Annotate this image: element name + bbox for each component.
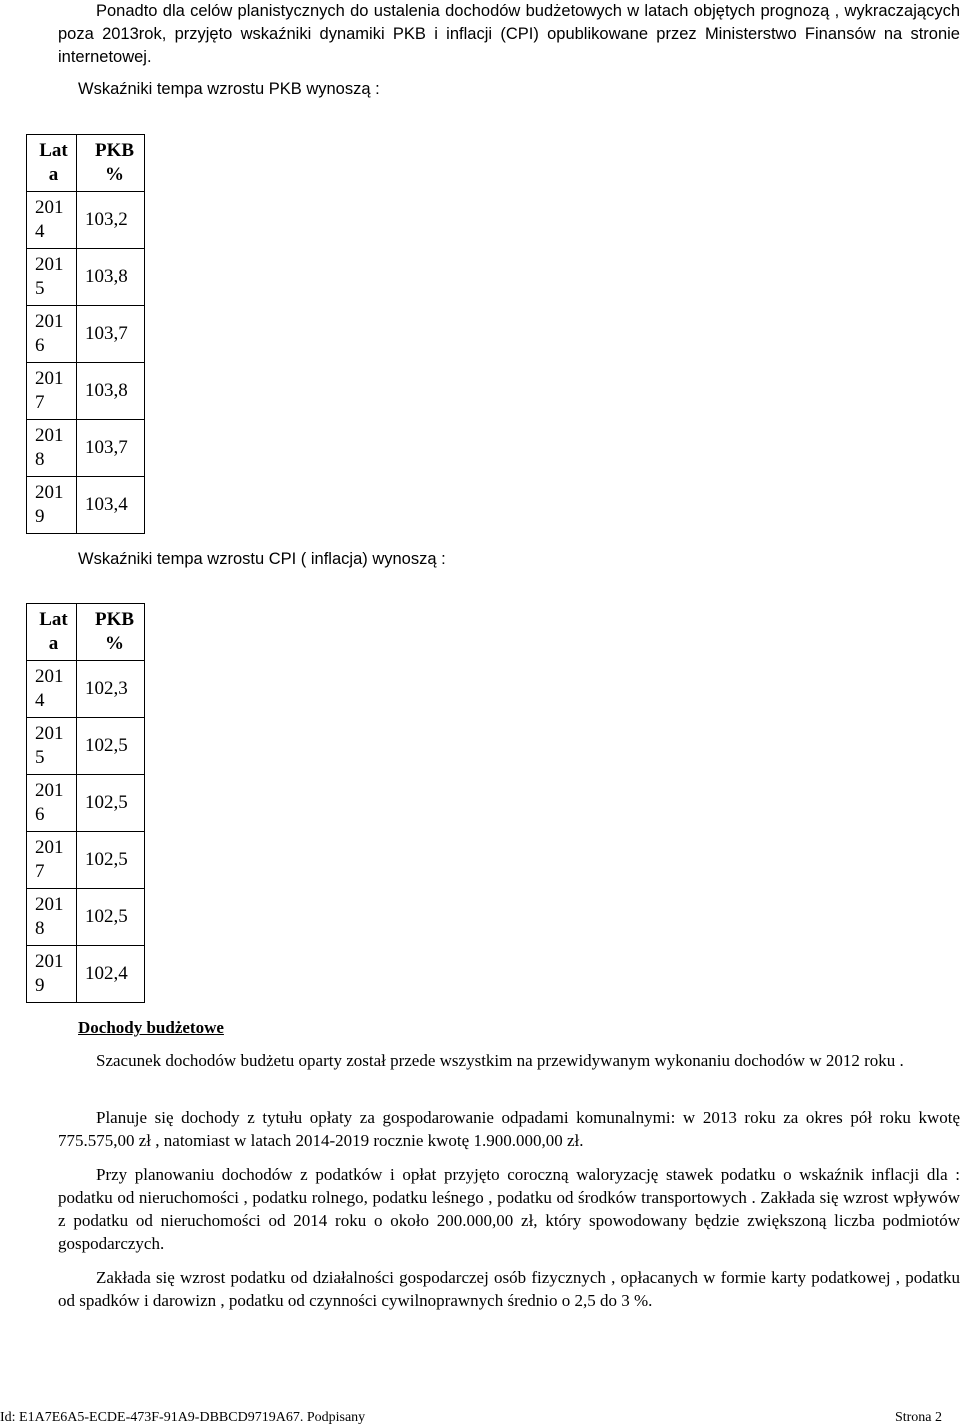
paragraph: Przy planowaniu dochodów z podatków i opłat przyjęto coroczną waloryzację stawek podatku o wskaźnik inflacji dla : podatku od nieruchomości , podatku rolnego, podatku leśnego , podatku od środków transportowych . Zakłada się wzrost wpływów z podatku od nieruchomości od 2014 roku o około 200.000,00 zł, który spowodowany będzie zwiększoną liczba podmiotów gospodarczych. — [58, 1165, 960, 1253]
table-row — [27, 363, 145, 420]
table-row — [27, 718, 145, 775]
paragraph: Szacunek dochodów budżetu oparty został przede wszystkim na przewidywanym wykonaniu dochodów w 2012 roku . — [96, 1051, 904, 1070]
year-cell: 2017 — [27, 832, 77, 889]
value-cell: 102,4 — [77, 946, 145, 1003]
value-cell: 103,8 — [77, 363, 145, 420]
year-cell: 2016 — [27, 306, 77, 363]
table-row — [27, 661, 145, 718]
paragraph: Zakłada się wzrost podatku od działalności gospodarczej osób fizycznych , opłacanych w formie karty podatkowej , podatku od spadków i darowizn , podatku od czynności cywilnoprawnych średnio o 2,5 do 3 %. — [58, 1268, 960, 1310]
page-footer — [0, 1408, 960, 1428]
year-cell: 2016 — [27, 775, 77, 832]
table-row — [27, 832, 145, 889]
year-cell: 2019 — [27, 477, 77, 534]
pkb-table — [26, 134, 145, 534]
col-header-pkb: PKB % — [77, 135, 145, 192]
year-cell: 2015 — [27, 249, 77, 306]
year-cell: 2018 — [27, 420, 77, 477]
year-cell: 2017 — [27, 363, 77, 420]
value-cell: 102,5 — [77, 775, 145, 832]
col-header-year: Lata — [27, 604, 77, 661]
value-cell: 103,8 — [77, 249, 145, 306]
year-cell: 2014 — [27, 192, 77, 249]
value-cell: 103,7 — [77, 306, 145, 363]
year-cell: 2018 — [27, 889, 77, 946]
table-row — [27, 306, 145, 363]
pkb-caption: Wskaźniki tempa wzrostu PKB wynoszą : — [78, 80, 380, 98]
year-cell: 2019 — [27, 946, 77, 1003]
value-cell: 103,2 — [77, 192, 145, 249]
col-header-year: Lata — [27, 135, 77, 192]
table-row — [27, 889, 145, 946]
document-id: Id: E1A7E6A5-ECDE-473F-91A9-DBBCD9719A67. Podpisany — [0, 1410, 366, 1425]
value-cell: 103,4 — [77, 477, 145, 534]
paragraph: Planuje się dochody z tytułu opłaty za gospodarowanie odpadami komunalnymi: w 2013 roku za okres pół roku kwotę 775.575,00 zł , natomiast w latach 2014-2019 rocznie kwotę 1.900.000,00 zł. — [58, 1108, 960, 1150]
value-cell: 103,7 — [77, 420, 145, 477]
table-row — [27, 192, 145, 249]
value-cell: 102,5 — [77, 889, 145, 946]
section-heading: Dochody budżetowe — [78, 1018, 224, 1037]
value-cell: 102,5 — [77, 832, 145, 889]
table-row — [27, 420, 145, 477]
table-row — [27, 477, 145, 534]
value-cell: 102,5 — [77, 718, 145, 775]
value-cell: 102,3 — [77, 661, 145, 718]
table-row — [27, 946, 145, 1003]
table-header-row — [27, 604, 145, 661]
cpi-caption: Wskaźniki tempa wzrostu CPI ( inflacja) wynoszą : — [78, 550, 446, 568]
col-header-pkb: PKB % — [77, 604, 145, 661]
table-row — [27, 775, 145, 832]
intro-paragraph: Ponadto dla celów planistycznych do ustalenia dochodów budżetowych w latach objętych prognozą , wykraczających poza 2013rok, przyjęto wskaźniki dynamiki PKB i inflacji (CPI) opublikowane przez Ministerstwo Finansów na stronie internetowej. — [58, 2, 960, 66]
table-row — [27, 249, 145, 306]
table-header-row — [27, 135, 145, 192]
cpi-table — [26, 603, 145, 1003]
year-cell: 2014 — [27, 661, 77, 718]
page-number: Strona 2 — [894, 1410, 942, 1425]
year-cell: 2015 — [27, 718, 77, 775]
